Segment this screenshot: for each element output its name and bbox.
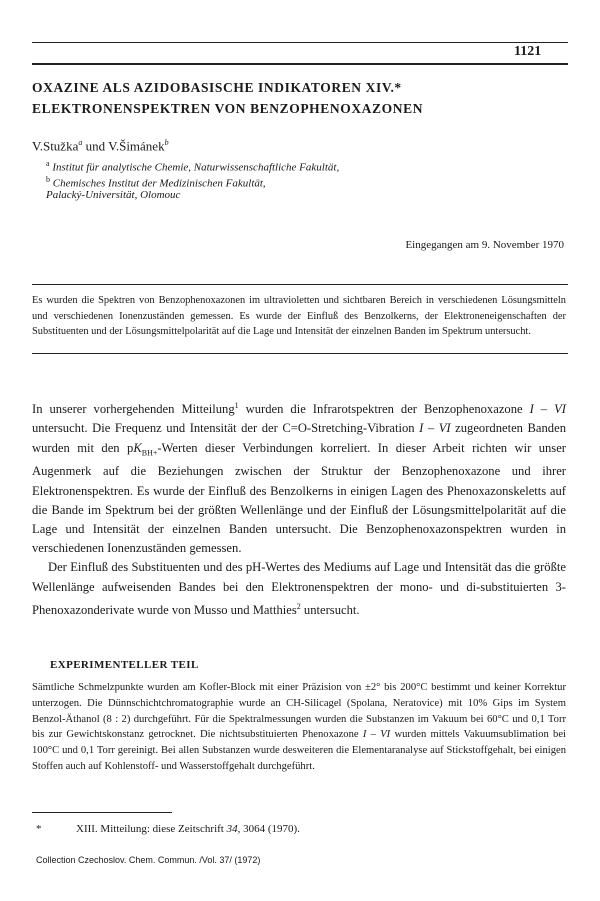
intro-p1-text-a: In unserer vorhergehenden Mitteilung [32, 402, 235, 417]
affiliation-b-sup: b [46, 175, 50, 184]
page-number: 1121 [514, 44, 542, 59]
affiliation-a-text: Institut für analytische Chemie, Naturwissenschaftliche Fakultät, [52, 161, 340, 174]
reference-1: 1 [234, 401, 239, 410]
author-1-sup: a [78, 138, 83, 147]
author-2: V.Šimánek [108, 138, 165, 154]
footnote-text-b: , 3064 (1970). [237, 823, 300, 835]
intro-p1-text-d: zugeordneten Banden wurden mit den p [32, 421, 566, 455]
abstract-rule-top [32, 284, 568, 285]
footnote-volume: 34 [226, 823, 238, 835]
experimental-text-a: Sämtliche Schmelzpunkte wurden am Kofler-Block mit einer Präzision von ±2° bis 200°C bestimmt und keiner Korrektur unterzogen. Die Dünnschichtchromatographie wurde an CH-Silicagel (Spolana, Neratovice) mit 10% Gips im System Benzol-Äthanol (8 : 2) durchgeführt. Für die Spektralmessungen wurden die Substanzen im Vakuum bei 60°C und 0,1 Torr bis zur Gewichtskonstanz getrocknet. Die nichtsubstituierten Phenoxazone [32, 682, 566, 741]
pk-symbol: K [133, 440, 142, 455]
footnote [36, 823, 300, 835]
compound-range: I – VI [419, 421, 451, 436]
footnote-text-a: XIII. Mitteilung: diese Zeitschrift [76, 823, 227, 835]
introduction [32, 396, 566, 620]
affiliation-a-sup: a [46, 159, 50, 168]
affiliation-b-text: Chemisches Institut der Medizinischen Fakultät, [52, 177, 266, 190]
author-2-sup: b [164, 138, 169, 147]
author-1: V.Stužka [32, 138, 79, 154]
experimental-text [32, 680, 566, 775]
abstract: Es wurden die Spektren von Benzophenoxazonen im ultravioletten und sichtbaren Bereich in verschiedenen Lösungsmitteln und verschiedenen Ionenzuständen gemessen. Es wurde der Einfluß des Benzolkerns, der Elektroneneigenschaften der Substituenten und der Lösungsmittelpolarität auf die Lage und Intensität der einzelnen Banden im Spektrum untersucht. [32, 295, 566, 337]
intro-p1-text-b: wurden die Infrarotspektren der Benzophenoxazone [238, 402, 530, 417]
journal-citation: Collection Czechoslov. Chem. Commun. /Vol. 37/ (1972) [36, 855, 261, 865]
footnote-mark: * [36, 823, 42, 835]
header-rule-bottom [32, 63, 568, 65]
intro-p2-text-b: untersucht. [300, 602, 360, 617]
section-heading-experimental: EXPERIMENTELLER TEIL [50, 659, 199, 671]
title-line-2: ELEKTRONENSPEKTREN VON BENZOPHENOXAZONEN [32, 101, 424, 116]
footnote-rule [32, 812, 172, 813]
authors [32, 138, 169, 154]
authors-conjunction: und [82, 138, 109, 154]
intro-p1-text-e: -Werten dieser Verbindungen korreliert. In dieser Arbeit richten wir unser Augenmerk auf die Beziehungen zwischen der Struktur der Benzophenoxazone und ihrer Elektronenspektren. Es wurde der Einfluß des Benzolkerns in einigen Lagen des Phenoxazonskeletts auf die Bande im Spektrum bei der größten Wellenlänge und der Einfluß der Lösungsmittelpolarität auf die Lage und Intensität der einzelnen Banden untersucht. Die Benzophenoxazonspektren wurden in verschiedenen Ionenzuständen gemessen. [32, 440, 566, 556]
pk-subscript: BH+ [141, 448, 158, 458]
abstract-rule-bottom [32, 353, 568, 354]
compound-range: I – VI [362, 729, 391, 741]
reference-2: 2 [296, 601, 301, 611]
intro-paragraph-1 [32, 396, 566, 558]
affiliation-place: Palacký-Universität, Olomouc [46, 189, 181, 201]
title-line-1: OXAZINE ALS AZIDOBASISCHE INDIKATOREN XIV.* [32, 80, 402, 95]
compound-range: I – VI [529, 402, 566, 417]
intro-p1-text-c: untersucht. Die Frequenz und Intensität der der C=O-Stretching-Vibration [32, 421, 420, 436]
intro-p2-text-a: Der Einfluß des Substituenten und des pH-Wertes des Mediums auf Lage und Intensität das die größte Wellenlänge aufweisenden Bandes bei den Elektronenspektren der mono- und di-substituierten 3-Phenoxazonderivate wurde von Musso und Matthies [32, 560, 566, 617]
header-rule-top [32, 42, 568, 43]
intro-paragraph-2 [32, 558, 566, 620]
received-date: Eingegangen am 9. November 1970 [405, 239, 564, 251]
experimental-text-b: wurden mittels Vakuumsublimation bei 100°C und 0,1 Torr gereinigt. Bei allen Substanzen wurde desweiteren die Elementaranalyse auf Stickstoffgehalt, bei einigen Stoffen auch auf Kohlenstoff- und Wasserstoffgehalt durchgeführt. [32, 729, 566, 772]
